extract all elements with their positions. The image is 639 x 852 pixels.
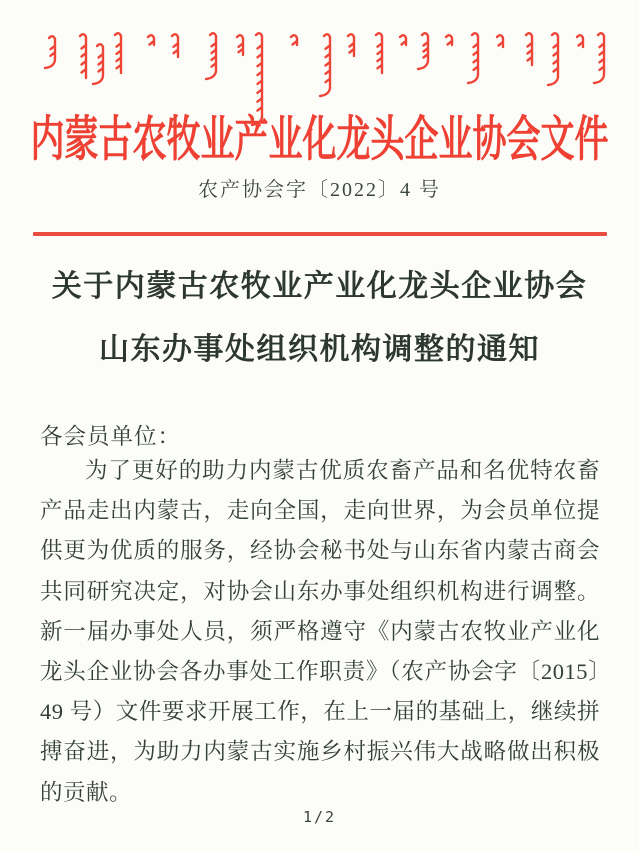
document-number: 农产协会字〔2022〕4 号 [198,179,441,201]
red-divider [33,232,607,236]
issuer-title: 内蒙古农牧业产业化龙头企业协会文件 [30,114,609,167]
document-title [0,255,639,381]
document-title-line-1: 关于内蒙古农牧业产业化龙头企业协会 [51,270,588,303]
page-number: 1/2 [302,808,337,826]
document-title-line-2: 山东办事处组织机构调整的通知 [99,333,540,366]
body-paragraph: 为了更好的助力内蒙古优质农畜产品和名优特农畜产品走出内蒙古，走向全国，走向世界，为会员单位提供更为优质的服务，经协会秘书处与山东省内蒙古商会共同研究决定，对协会山东办事处组织机构进行调整。新一届办事处人员，须严格遵守《内蒙古农牧业产业化龙头企业协会各办事处工作职责》（农产协会字〔2015〕49 号）文件要求开展工作，在上一届的基础上，继续拼搏奋进，为助力内蒙古实施乡村振兴伟大战略做出积极的贡献。 [40,458,600,805]
salutation: 各会员单位： [40,424,182,449]
